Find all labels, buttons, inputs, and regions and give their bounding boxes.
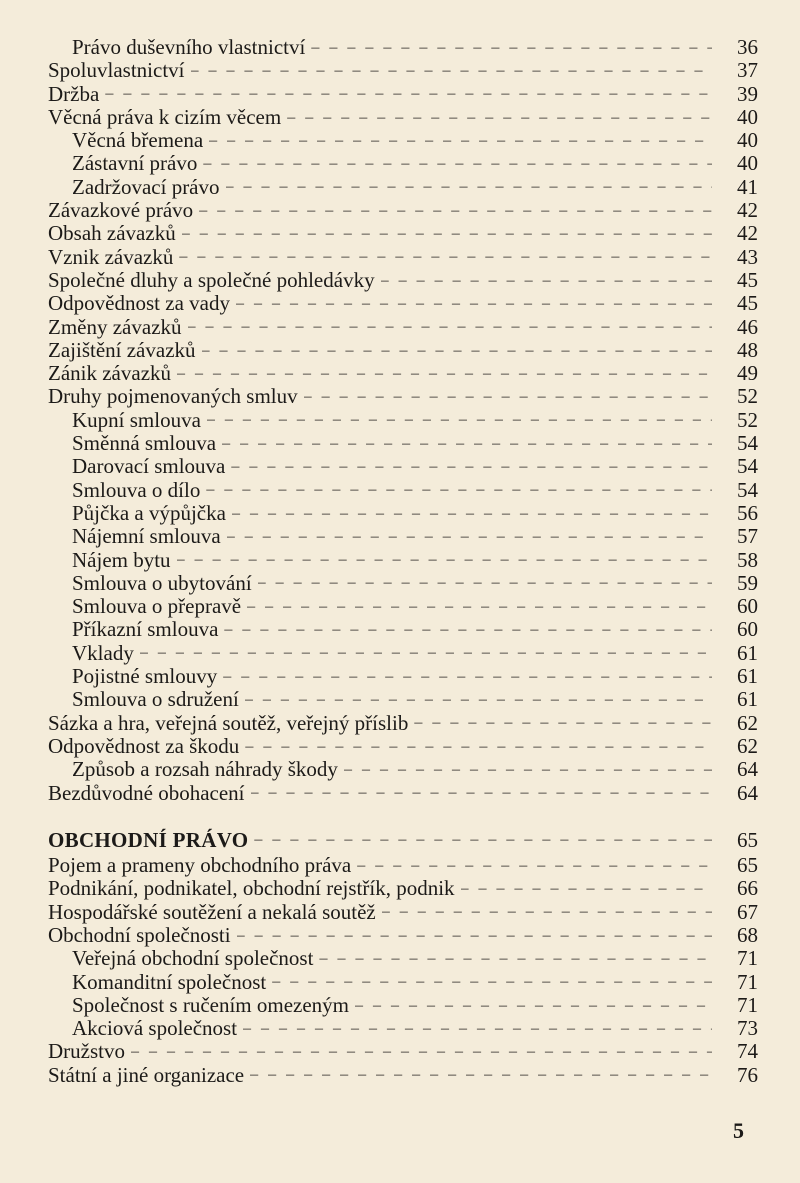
dash-leader bbox=[251, 783, 712, 803]
toc-entry-page: 71 bbox=[737, 946, 758, 971]
toc-entry-page: 67 bbox=[737, 899, 758, 924]
dash-leader bbox=[344, 760, 712, 780]
toc-entry bbox=[48, 36, 758, 59]
toc-entry bbox=[48, 877, 758, 900]
toc-entry-page: 57 bbox=[737, 524, 758, 549]
toc-entry bbox=[48, 199, 758, 222]
toc-entry-title: Obchodní společnosti bbox=[48, 922, 231, 947]
toc-entry-page: 45 bbox=[737, 267, 758, 292]
dash-leader bbox=[243, 1019, 712, 1039]
dash-leader bbox=[182, 224, 712, 244]
toc-entry-title: Způsob a rozsah náhrady škody bbox=[72, 757, 338, 782]
toc-entry-page: 62 bbox=[737, 733, 758, 758]
dash-leader bbox=[226, 177, 712, 197]
toc-entry-title: Půjčka a výpůjčka bbox=[72, 500, 226, 525]
toc-entry-page: 54 bbox=[737, 454, 758, 479]
toc-entry-title: Závazkové právo bbox=[48, 198, 194, 223]
toc-entry bbox=[48, 572, 758, 595]
dash-leader bbox=[304, 387, 712, 407]
dash-leader bbox=[237, 926, 712, 946]
dash-leader bbox=[287, 108, 712, 128]
dash-leader bbox=[355, 996, 712, 1016]
toc-entry bbox=[48, 385, 758, 408]
dash-leader bbox=[199, 201, 712, 221]
toc-entry-page: 39 bbox=[737, 81, 758, 106]
toc-entry bbox=[48, 59, 758, 82]
dash-leader bbox=[222, 434, 712, 454]
toc-entry bbox=[48, 83, 758, 106]
toc-entry bbox=[48, 712, 758, 735]
dash-leader bbox=[245, 737, 712, 757]
dash-leader bbox=[191, 61, 713, 81]
toc-entry-title: Akciová společnost bbox=[72, 1016, 238, 1041]
toc-entry bbox=[48, 129, 758, 152]
toc-entry-title: Zajištění závazků bbox=[48, 337, 196, 362]
toc-entry bbox=[48, 432, 758, 455]
dash-leader bbox=[202, 341, 712, 361]
toc-entry bbox=[48, 316, 758, 339]
toc-entry-title: Zánik závazků bbox=[48, 361, 172, 386]
toc-entry bbox=[48, 854, 758, 877]
toc-entry-title: Podnikání, podnikatel, obchodní rejstřík, podnik bbox=[48, 876, 455, 901]
dash-leader bbox=[224, 620, 712, 640]
dash-leader bbox=[231, 457, 712, 477]
dash-leader bbox=[382, 902, 712, 922]
toc-entry bbox=[48, 176, 758, 199]
dash-leader bbox=[245, 690, 712, 710]
toc-entry-title: Smlouva o ubytování bbox=[72, 570, 252, 595]
toc-entry bbox=[48, 455, 758, 478]
toc-entry-title: Zástavní právo bbox=[72, 151, 198, 176]
toc-entry-page: 61 bbox=[737, 687, 758, 712]
toc-entry bbox=[48, 549, 758, 572]
toc-entry-page: 59 bbox=[737, 570, 758, 595]
toc-entry-title: Druhy pojmenovaných smluv bbox=[48, 384, 298, 409]
toc-entry-title: Vznik závazků bbox=[48, 244, 174, 269]
toc-entry-page: 37 bbox=[737, 58, 758, 83]
toc-entry bbox=[48, 362, 758, 385]
toc-entry-page: 58 bbox=[737, 547, 758, 572]
page-number: 5 bbox=[733, 1118, 744, 1143]
toc-entry-title: Kupní smlouva bbox=[72, 407, 201, 432]
dash-leader bbox=[105, 84, 712, 104]
toc-entry-page: 41 bbox=[737, 174, 758, 199]
toc-entry-title: Spoluvlastnictví bbox=[48, 58, 185, 83]
toc-entry-page: 49 bbox=[737, 361, 758, 386]
toc-entry-title: Zadržovací právo bbox=[72, 174, 220, 199]
toc-entry-title: Darovací smlouva bbox=[72, 454, 226, 479]
toc-entry-title: Odpovědnost za vady bbox=[48, 291, 230, 316]
toc-entry-title: Právo duševního vlastnictví bbox=[72, 35, 306, 59]
toc-entry-title: Pojistné smlouvy bbox=[72, 664, 218, 689]
toc-entry bbox=[48, 292, 758, 315]
dash-leader bbox=[414, 713, 712, 733]
toc-entry bbox=[48, 642, 758, 665]
toc-entry-title: Smlouva o přepravě bbox=[72, 594, 242, 619]
toc-entry-title: Nájem bytu bbox=[72, 547, 171, 572]
toc-entry bbox=[48, 1017, 758, 1040]
toc-entry-page: 48 bbox=[737, 337, 758, 362]
dash-leader bbox=[131, 1042, 712, 1062]
toc-entry bbox=[48, 269, 758, 292]
dash-leader bbox=[179, 247, 712, 267]
toc-entry-page: 40 bbox=[737, 104, 758, 129]
toc-entry-title: Společné dluhy a společné pohledávky bbox=[48, 267, 375, 292]
toc-entry-title: OBCHODNÍ PRÁVO bbox=[48, 827, 249, 852]
toc-entry-page: 45 bbox=[737, 291, 758, 316]
toc-entry-page: 74 bbox=[737, 1039, 758, 1064]
toc-entry bbox=[48, 502, 758, 525]
toc-entry-page: 66 bbox=[737, 876, 758, 901]
dash-leader bbox=[272, 972, 712, 992]
toc-entry bbox=[48, 994, 758, 1017]
dash-leader bbox=[177, 550, 712, 570]
toc-entry bbox=[48, 971, 758, 994]
toc-entry-title: Smlouva o dílo bbox=[72, 477, 201, 502]
dash-leader bbox=[236, 294, 712, 314]
toc-entry-page: 52 bbox=[737, 407, 758, 432]
toc-entry bbox=[48, 901, 758, 924]
dash-leader bbox=[209, 131, 712, 151]
toc-section-heading bbox=[48, 829, 758, 852]
toc-entry bbox=[48, 782, 758, 805]
toc-entry-page: 76 bbox=[737, 1062, 758, 1087]
toc-entry bbox=[48, 479, 758, 502]
toc-entry bbox=[48, 618, 758, 641]
dash-leader bbox=[247, 597, 712, 617]
toc-entry-page: 73 bbox=[737, 1016, 758, 1041]
toc-entry-title: Vklady bbox=[72, 640, 134, 665]
toc-entry-title: Bezdůvodné obohacení bbox=[48, 780, 245, 805]
toc-entry-page: 40 bbox=[737, 128, 758, 153]
dash-leader bbox=[140, 643, 712, 663]
toc-entry-title: Věcná břemena bbox=[72, 128, 204, 153]
dash-leader bbox=[206, 480, 712, 500]
dash-leader bbox=[177, 364, 712, 384]
dash-leader bbox=[223, 667, 712, 687]
toc-entry-title: Veřejná obchodní společnost bbox=[72, 946, 314, 971]
toc-entry-page: 46 bbox=[737, 314, 758, 339]
toc-entry bbox=[48, 924, 758, 947]
dash-leader bbox=[319, 949, 712, 969]
toc-entry-page: 71 bbox=[737, 992, 758, 1017]
toc-entry bbox=[48, 947, 758, 970]
dash-leader bbox=[232, 504, 712, 524]
toc-entry-title: Komanditní společnost bbox=[72, 969, 267, 994]
toc-entry bbox=[48, 665, 758, 688]
toc-entry bbox=[48, 339, 758, 362]
toc-entry-page: 60 bbox=[737, 617, 758, 642]
toc-entry-title: Nájemní smlouva bbox=[72, 524, 221, 549]
toc-entry-title: Sázka a hra, veřejná soutěž, veřejný příslib bbox=[48, 710, 409, 735]
toc-entry-page: 42 bbox=[737, 198, 758, 223]
dash-leader bbox=[258, 573, 712, 593]
toc-entry-title: Věcná práva k cizím věcem bbox=[48, 104, 282, 129]
toc-entry-title: Státní a jiné organizace bbox=[48, 1062, 245, 1087]
toc-entry-title: Odpovědnost za škodu bbox=[48, 733, 240, 758]
toc-entry-page: 62 bbox=[737, 710, 758, 735]
toc-entry-page: 64 bbox=[737, 780, 758, 805]
toc-entry-page: 71 bbox=[737, 969, 758, 994]
toc-entry-title: Směnná smlouva bbox=[72, 431, 217, 456]
toc-entry-title: Držba bbox=[48, 81, 100, 106]
toc-entry-title: Příkazní smlouva bbox=[72, 617, 219, 642]
toc-entry-page: 60 bbox=[737, 594, 758, 619]
dash-leader bbox=[203, 154, 712, 174]
toc-entry bbox=[48, 1040, 758, 1063]
toc-entry-page: 42 bbox=[737, 221, 758, 246]
toc-entry-page: 65 bbox=[737, 853, 758, 878]
dash-leader bbox=[254, 830, 712, 850]
dash-leader bbox=[461, 879, 712, 899]
toc-entry bbox=[48, 106, 758, 129]
dash-leader bbox=[381, 271, 712, 291]
dash-leader bbox=[357, 856, 712, 876]
toc-entry bbox=[48, 758, 758, 781]
toc-entry-page: 68 bbox=[737, 922, 758, 947]
toc-entry-page: 40 bbox=[737, 151, 758, 176]
dash-leader bbox=[311, 38, 712, 58]
toc-entry-page: 54 bbox=[737, 431, 758, 456]
toc-entry-title: Pojem a prameny obchodního práva bbox=[48, 853, 352, 878]
toc-entry-page: 54 bbox=[737, 477, 758, 502]
toc-entry-page: 52 bbox=[737, 384, 758, 409]
toc-entry bbox=[48, 1064, 758, 1087]
toc-entry-title: Družstvo bbox=[48, 1039, 125, 1064]
toc-entry-page: 61 bbox=[737, 640, 758, 665]
dash-leader bbox=[250, 1065, 712, 1085]
toc-entry bbox=[48, 409, 758, 432]
toc-entry bbox=[48, 222, 758, 245]
toc-entry bbox=[48, 246, 758, 269]
toc-entry bbox=[48, 152, 758, 175]
toc-entry-page: 61 bbox=[737, 664, 758, 689]
dash-leader bbox=[207, 410, 712, 430]
toc-entry bbox=[48, 525, 758, 548]
toc-entry-page: 56 bbox=[737, 500, 758, 525]
dash-leader bbox=[188, 317, 712, 337]
toc-entry-page: 65 bbox=[737, 827, 758, 852]
toc-entry bbox=[48, 735, 758, 758]
toc-entry-title: Smlouva o sdružení bbox=[72, 687, 239, 712]
toc-entry-title: Změny závazků bbox=[48, 314, 182, 339]
table-of-contents bbox=[48, 36, 758, 1087]
toc-entry bbox=[48, 688, 758, 711]
toc-entry-title: Společnost s ručením omezeným bbox=[72, 992, 350, 1017]
toc-entry bbox=[48, 595, 758, 618]
toc-entry-page: 36 bbox=[737, 35, 758, 59]
toc-entry-page: 64 bbox=[737, 757, 758, 782]
toc-entry-title: Obsah závazků bbox=[48, 221, 176, 246]
toc-entry-page: 43 bbox=[737, 244, 758, 269]
dash-leader bbox=[227, 527, 712, 547]
toc-entry-title: Hospodářské soutěžení a nekalá soutěž bbox=[48, 899, 376, 924]
